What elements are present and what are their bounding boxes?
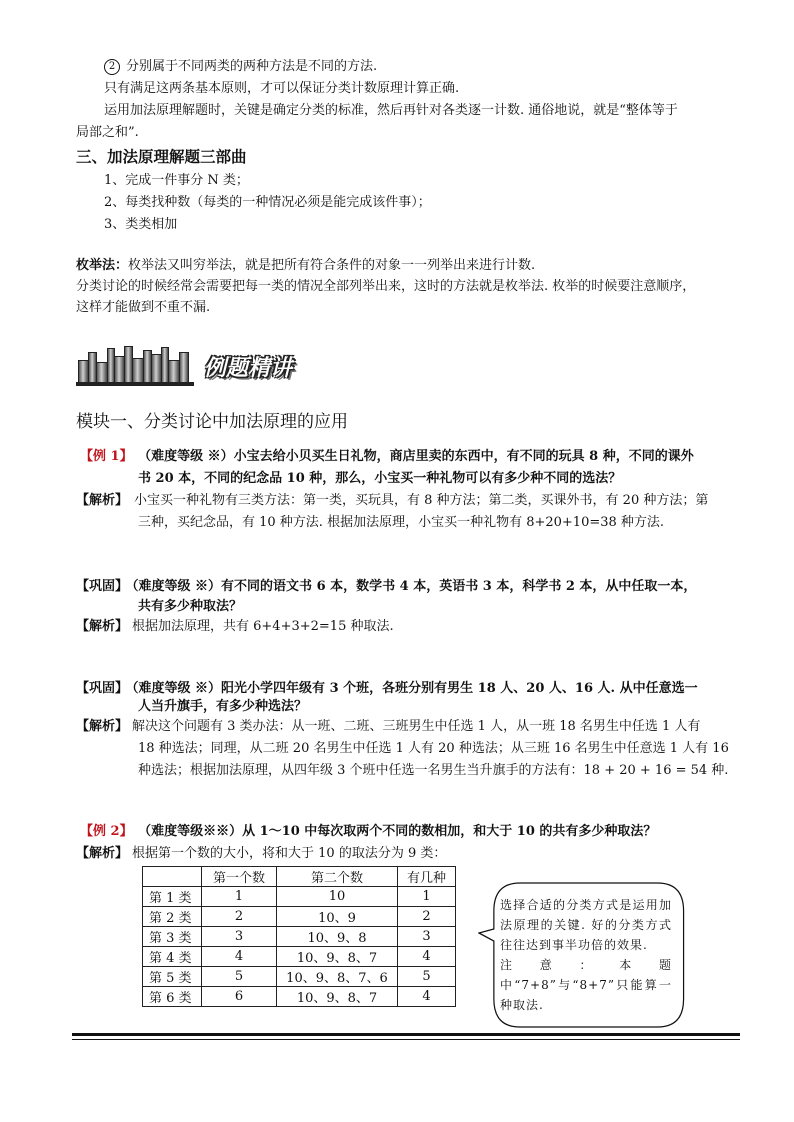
tip-callout (478, 881, 686, 1029)
solution-tag: 【解析】 (76, 619, 129, 634)
section-banner (76, 346, 306, 388)
example-1-question-cont: 书 20 本，不同的纪念品 10 种，那么，小宝买一种礼物可以有多少种不同的选法？ (138, 471, 622, 486)
table-cell: 4 (398, 947, 456, 967)
table-cell: 第 4 类 (143, 947, 202, 967)
table-cell: 4 (202, 947, 277, 967)
section-heading: 三、加法原理解题三部曲 (76, 148, 247, 166)
consolidation-2-question: 【巩固】 （难度等级 ※）阳光小学四年级有 3 个班，各班分别有男生 18 人、20 人、16 人. 从中任意选一 (76, 681, 698, 696)
example-tag: 【例 2】 (80, 824, 133, 839)
table-cell: 10 (277, 887, 398, 907)
bookshelf-icon (76, 346, 194, 386)
table-cell: 第 3 类 (143, 927, 202, 947)
example-tag: 【例 1】 (80, 449, 133, 464)
solution-tag: 【解析】 (76, 493, 129, 508)
consolidation-1-solution: 【解析】 根据加法原理，共有 6+4+3+2=15 种取法. (76, 619, 394, 634)
table-cell: 第 1 类 (143, 887, 202, 907)
intro-line: 局部之和”. (76, 125, 139, 140)
table-cell: 10、9、8、7 (277, 947, 398, 967)
example-2-solution: 【解析】 根据第一个数的大小，将和大于 10 的取法分为 9 类： (76, 846, 447, 861)
table-cell: 1 (202, 887, 277, 907)
table-cell: 4 (398, 987, 456, 1007)
consolidation-2-solution: 【解析】 解决这个问题有 3 类办法：从一班、二班、三班男生中任选 1 人，从一班 18 名男生中任选 1 人有 (76, 719, 701, 734)
consolidation-2-solution-cont: 18 种选法；同理，从二班 20 名男生中任选 1 人有 20 种选法；从三班 16 名男生中任意选 1 人有 16 (138, 741, 729, 756)
intro-line: 运用加法原理解题时，关键是确定分类的标准，然后再针对各类逐一计数. 通俗地说，就是“整体等于 (104, 103, 678, 118)
example-2-question: 【例 2】 （难度等级※※）从 1～10 中每次取两个不同的数相加，和大于 10 的共有多少种取法？ (80, 824, 657, 839)
consolidation-tag: 【巩固】 (76, 681, 129, 696)
example-1-question: 【例 1】 （难度等级 ※）小宝去给小贝买生日礼物，商店里卖的东西中，有不同的玩具 8 种，不同的课外 (80, 449, 694, 464)
table-cell: 第 6 类 (143, 987, 202, 1007)
enum-line: 这样才能做到不重不漏. (76, 300, 211, 315)
intro-line: 只有满足这两条基本原则，才可以保证分类计数原理计算正确. (104, 81, 460, 96)
table-header: 第二个数 (277, 867, 398, 887)
table-row (143, 887, 456, 907)
step-item: 2、每类找种数（每类的一种情况必须是能完成该件事）； (104, 195, 431, 210)
table-cell: 1 (398, 887, 456, 907)
table-row (143, 907, 456, 927)
bottom-rule (72, 1033, 740, 1036)
table-row (143, 927, 456, 947)
enum-definition: 枚举法：枚举法又叫穷举法，就是把所有符合条件的对象一一列举出来进行计数. (76, 258, 536, 273)
consolidation-2-question-cont: 人当升旗手，有多少种选法？ (138, 699, 308, 714)
enum-line: 分类讨论的时候经常会需要把每一类的情况全部列举出来，这时的方法就是枚举法. 枚举的时候要注意顺序， (76, 279, 696, 294)
consolidation-1-question: 【巩固】 （难度等级 ※）有不同的语文书 6 本，数学书 4 本，英语书 3 本，科学书 2 本，从中任取一本， (76, 579, 697, 594)
table-cell: 3 (202, 927, 277, 947)
classification-table (142, 866, 456, 1007)
consolidation-tag: 【巩固】 (76, 579, 129, 594)
step-item: 1、完成一件事分 N 类； (104, 173, 249, 188)
table-cell: 2 (398, 907, 456, 927)
module-title: 模块一、分类讨论中加法原理的应用 (76, 412, 348, 432)
circled-number: 2 (104, 59, 120, 75)
example-1-solution: 【解析】 小宝买一种礼物有三类方法：第一类，买玩具，有 8 种方法；第二类，买课外书，有 20 种方法；第 (76, 493, 709, 508)
table-cell: 10、9 (277, 907, 398, 927)
consolidation-1-question-cont: 共有多少种取法？ (138, 599, 243, 614)
table-cell: 5 (202, 967, 277, 987)
table-row (143, 967, 456, 987)
table-cell: 10、9、8、7、6 (277, 967, 398, 987)
table-cell: 5 (398, 967, 456, 987)
solution-tag: 【解析】 (76, 846, 129, 861)
table-header-row (143, 867, 456, 887)
table-cell: 10、9、8、7 (277, 987, 398, 1007)
table-row (143, 987, 456, 1007)
table-cell: 2 (202, 907, 277, 927)
table-row (143, 947, 456, 967)
table-cell: 10、9、8 (277, 927, 398, 947)
intro-item-2: 2 分别属于不同两类的两种方法是不同的方法. (104, 58, 377, 76)
table-cell: 第 2 类 (143, 907, 202, 927)
table-header (143, 867, 202, 887)
table-cell: 3 (398, 927, 456, 947)
step-item: 3、类类相加 (104, 217, 178, 232)
table-header: 有几种 (398, 867, 456, 887)
consolidation-2-solution-cont: 种选法；根据加法原理，从四年级 3 个班中任选一名男生当升旗手的方法有：18 + 20 + 16 = 54 种. (138, 763, 729, 778)
callout-text: 选择合适的分类方式是运用加法原理的关键. 好的分类方式往往达到事半功倍的效果. 注意：本题中“7+8”与“8+7”只能算一种取法. (500, 898, 672, 1012)
table-cell: 第 5 类 (143, 967, 202, 987)
bottom-rule-thin (72, 1039, 740, 1040)
banner-title: 例题精讲 (204, 356, 293, 381)
table-header: 第一个数 (202, 867, 277, 887)
solution-tag: 【解析】 (76, 719, 129, 734)
example-1-solution-cont: 三种，买纪念品，有 10 种方法. 根据加法原理，小宝买一种礼物有 8+20+10=38 种方法. (138, 515, 665, 530)
table-cell: 6 (202, 987, 277, 1007)
